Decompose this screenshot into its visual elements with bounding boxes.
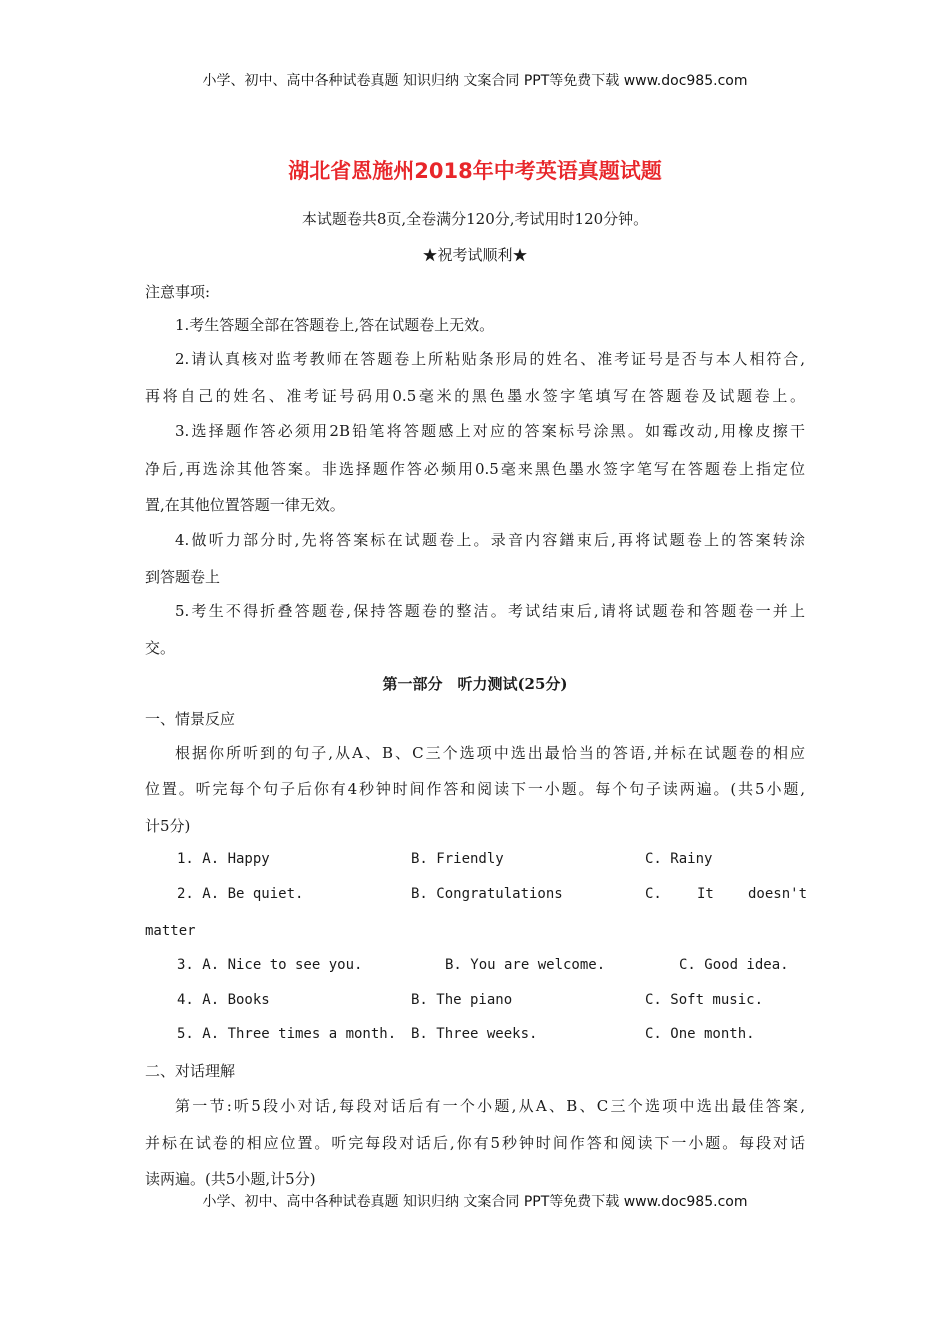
q4-option-c: C. Soft music.: [645, 992, 764, 1008]
section-1-instructions-line-3: 计5分): [145, 817, 191, 835]
q2-option-c-wrap: matter: [145, 923, 196, 939]
good-luck-line: ★祝考试顺利★: [422, 246, 528, 264]
note-4-line-2: 到答题卷上: [145, 568, 221, 586]
q2-option-c-word-1: It: [697, 886, 714, 902]
page-footer: 小学、初中、高中各种试卷真题 知识归纳 文案合同 PPT等免费下载 www.doc985.com: [202, 1194, 748, 1210]
q2-option-b: B. Congratulations: [411, 886, 563, 902]
q2-option-c-label: C.: [645, 886, 662, 902]
page-header: 小学、初中、高中各种试卷真题 知识归纳 文案合同 PPT等免费下载 www.doc985.com: [202, 73, 748, 89]
q2-option-c-word-2: doesn't: [748, 886, 808, 902]
note-5-line-1: 5.考生不得折叠答题卷,保持答题卷的整洁。考试结束后,请将试题卷和答题卷一并上: [175, 602, 805, 620]
note-4-line-1: 4.做听力部分时,先将答案标在试题卷上。录音内容鐠束后,再将试题卷上的答案转涂: [175, 531, 805, 549]
q3-option-a: 3. A. Nice to see you.: [177, 957, 363, 973]
section-1-instructions-line-2: 位置。听完每个句子后你有4秒钟时间作答和阅读下一小题。每个句子读两遍。(共5小题,: [145, 780, 805, 798]
q5-option-b: B. Three weeks.: [411, 1026, 538, 1042]
notes-heading: 注意事项:: [145, 283, 211, 301]
q2-option-a: 2. A. Be quiet.: [177, 886, 304, 902]
section-1-instructions-line-1: 根据你所听到的句子,从A、B、C三个选项中选出最恰当的答语,并标在试题卷的相应: [175, 744, 805, 762]
q1-option-c: C. Rainy: [645, 851, 713, 867]
q4-option-a: 4. A. Books: [177, 992, 270, 1008]
q1-option-a: 1. A. Happy: [177, 851, 270, 867]
note-3-line-2: 净后,再选涂其他答案。非选择题作答必频用0.5毫来黑色墨水签字笔写在答题卷上指定位: [145, 460, 805, 478]
q5-option-a: 5. A. Three times a month.: [177, 1026, 397, 1042]
section-2-instructions-line-3: 读两遍。(共5小题,计5分): [145, 1170, 316, 1188]
note-2-line-2: 再将自己的姓名、准考证号码用0.5毫米的黑色墨水签字笔填写在答题卷及试题卷上。: [145, 387, 805, 405]
section-1-heading: 一、情景反应: [145, 710, 236, 728]
note-3-line-3: 置,在其他位置答题一律无效。: [145, 496, 345, 514]
note-3-line-1: 3.选择题作答必须用2B铅笔将答题感上对应的答案标号涂黑。如霉改动,用橡皮擦干: [175, 422, 805, 440]
note-5-line-2: 交。: [145, 639, 176, 657]
q3-option-c: C. Good idea.: [679, 957, 789, 973]
note-2-line-1: 2.请认真核对监考教师在答题卷上所粘贴条形局的姓名、准考证号是否与本人相符合,: [175, 350, 805, 368]
q4-option-b: B. The piano: [411, 992, 513, 1008]
section-2-instructions-line-1: 第一节:听5段小对话,每段对话后有一个小题,从A、B、C三个选项中选出最佳答案,: [175, 1097, 805, 1115]
exam-info: 本试题卷共8页,全卷满分120分,考试用时120分钟。: [301, 210, 649, 228]
q3-option-b: B. You are welcome.: [445, 957, 606, 973]
section-2-heading: 二、对话理解: [145, 1062, 236, 1080]
section-2-instructions-line-2: 并标在试卷的相应位置。听完每段对话后,你有5秒钟时间作答和阅读下一小题。每段对话: [145, 1134, 805, 1152]
exam-title: 湖北省恩施州2018年中考英语真题试题: [288, 159, 662, 183]
q5-option-c: C. One month.: [645, 1026, 755, 1042]
note-1: 1.考生答题全部在答题卷上,答在试题卷上无效。: [175, 316, 495, 334]
part-1-heading: 第一部分 听力测试(25分): [382, 675, 568, 693]
q1-option-b: B. Friendly: [411, 851, 504, 867]
